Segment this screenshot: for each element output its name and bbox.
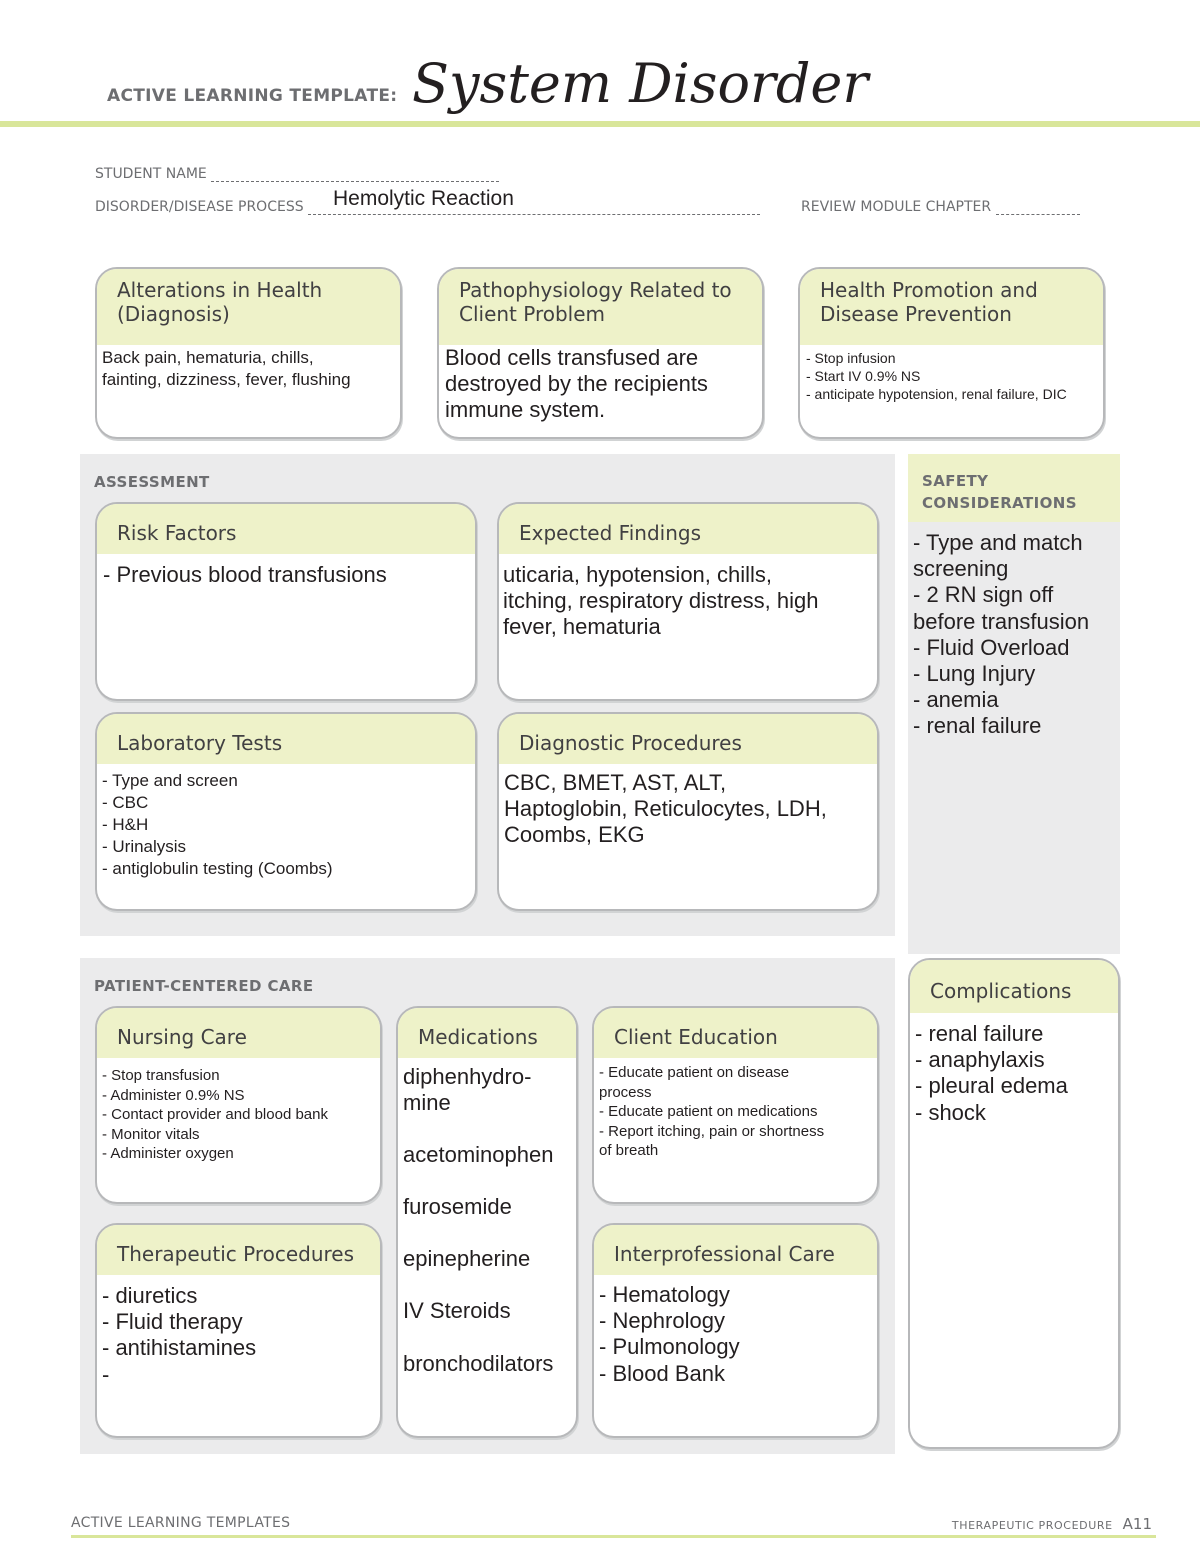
review-chapter-label: REVIEW MODULE CHAPTER — [801, 199, 992, 215]
pathophysiology-box — [437, 267, 764, 439]
nursing-care-text[interactable]: - Stop transfusion - Administer 0.9% NS - Contact provider and blood bank - Monitor vitals - Administer oxygen — [102, 1067, 328, 1162]
therapeutic-procedures-text[interactable]: - diuretics - Fluid therapy - antihistamines - — [102, 1283, 257, 1387]
health-promotion-heading: Health Promotion and Disease Prevention — [800, 269, 1103, 345]
laboratory-tests-heading: Laboratory Tests — [97, 714, 475, 764]
header-divider — [0, 121, 1200, 127]
review-chapter-row — [801, 199, 1080, 215]
diagnostic-procedures-box — [497, 712, 879, 911]
alterations-in-health-text[interactable]: Back pain, hematuria, chills, fainting, dizziness, fever, flushing — [102, 348, 351, 389]
expected-findings-text[interactable]: uticaria, hypotension, chills, itching, respiratory distress, high fever, hematuria — [503, 562, 819, 639]
review-chapter-field[interactable] — [996, 199, 1080, 215]
expected-findings-heading: Expected Findings — [499, 504, 877, 554]
student-name-field[interactable] — [211, 166, 499, 182]
page-header — [0, 0, 1200, 128]
student-name-row — [95, 166, 499, 182]
therapeutic-procedures-box — [95, 1223, 382, 1438]
footer-left-label: ACTIVE LEARNING TEMPLATES — [71, 1515, 291, 1531]
disorder-label: DISORDER/DISEASE PROCESS — [95, 199, 304, 215]
nursing-care-box — [95, 1006, 382, 1204]
student-name-label: STUDENT NAME — [95, 166, 207, 182]
complications-text[interactable]: - renal failure - anaphylaxis - pleural edema - shock — [915, 1021, 1068, 1125]
laboratory-tests-text[interactable]: - Type and screen - CBC - H&H - Urinalysis - antiglobulin testing (Coombs) — [102, 771, 333, 878]
footer-divider — [71, 1535, 1156, 1538]
template-label: ACTIVE LEARNING TEMPLATE: — [107, 86, 398, 106]
alterations-in-health-box — [95, 267, 402, 439]
disorder-field-value[interactable]: Hemolytic Reaction — [333, 187, 514, 210]
risk-factors-heading: Risk Factors — [97, 504, 475, 554]
health-promotion-text[interactable]: - Stop infusion - Start IV 0.9% NS - anticipate hypotension, renal failure, DIC — [806, 350, 1067, 402]
diagnostic-procedures-heading: Diagnostic Procedures — [499, 714, 877, 764]
assessment-section-title: ASSESSMENT — [94, 473, 210, 491]
safety-considerations-panel — [908, 454, 1120, 954]
client-education-heading: Client Education — [594, 1008, 877, 1058]
interprofessional-care-box — [592, 1223, 879, 1438]
medications-heading: Medications — [398, 1008, 576, 1058]
nursing-care-heading: Nursing Care — [97, 1008, 380, 1058]
therapeutic-procedures-heading: Therapeutic Procedures — [97, 1225, 380, 1275]
interprofessional-care-heading: Interprofessional Care — [594, 1225, 877, 1275]
footer-section-label: THERAPEUTIC PROCEDURE — [951, 1519, 1113, 1532]
complications-box — [908, 958, 1120, 1449]
complications-heading: Complications — [910, 960, 1118, 1013]
pathophysiology-text[interactable]: Blood cells transfused are destroyed by the recipients immune system. — [445, 345, 708, 422]
expected-findings-box — [497, 502, 879, 701]
safety-considerations-heading: SAFETY CONSIDERATIONS — [908, 454, 1120, 522]
medications-text[interactable]: diphenhydro- mine acetominophen furosemide epinepherine IV Steroids bronchodilators — [403, 1064, 554, 1376]
diagnostic-procedures-text[interactable]: CBC, BMET, AST, ALT, Haptoglobin, Reticulocytes, LDH, Coombs, EKG — [504, 770, 827, 847]
footer-right — [952, 1515, 1152, 1533]
patient-centered-care-section-title: PATIENT-CENTERED CARE — [94, 977, 314, 995]
client-education-box — [592, 1006, 879, 1204]
page-number: A11 — [1122, 1515, 1152, 1533]
health-promotion-box — [798, 267, 1105, 439]
safety-considerations-text[interactable]: - Type and match screening - 2 RN sign off before transfusion - Fluid Overload - Lung Injury - anemia - renal failure — [913, 530, 1090, 739]
laboratory-tests-box — [95, 712, 477, 911]
medications-box — [396, 1006, 578, 1438]
risk-factors-box — [95, 502, 477, 701]
page-title: System Disorder — [412, 52, 869, 115]
pathophysiology-heading: Pathophysiology Related to Client Problem — [439, 269, 762, 345]
alterations-in-health-heading: Alterations in Health (Diagnosis) — [97, 269, 400, 345]
client-education-text[interactable]: - Educate patient on disease process - Educate patient on medications - Report itching, pain or shortness of breath — [599, 1064, 825, 1159]
interprofessional-care-text[interactable]: - Hematology - Nephrology - Pulmonology - Blood Bank — [599, 1282, 740, 1386]
risk-factors-text[interactable]: - Previous blood transfusions — [103, 562, 387, 587]
